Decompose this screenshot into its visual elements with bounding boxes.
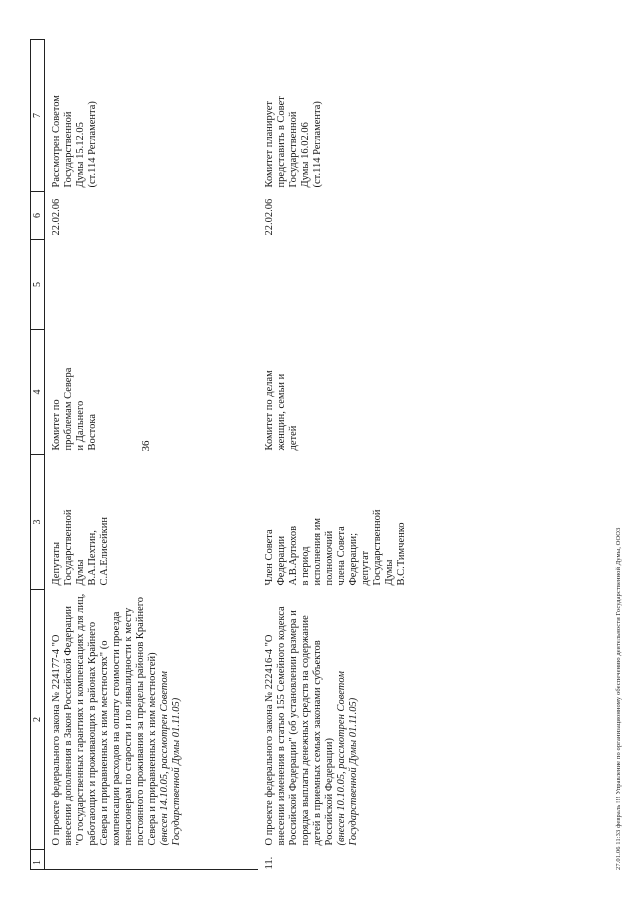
table-row <box>258 40 456 870</box>
author-line: члена Совета <box>336 526 347 586</box>
column-header-2: 2 <box>31 590 45 850</box>
committee-line: детей <box>288 425 299 451</box>
author-line: депутат <box>360 550 371 586</box>
bill-title: О проекте федерального закона № 224177-4 "О внесении дополнения в Закон Российской Федерации "О государственных гарантиях и компенсациях для лиц, работающих и проживающих в районах Крайнего Севера и приравненных к ним местностях" (о компенсации расходов на оплату стоимости проезда пенсионерам по старости и по инвалидности к месту постоянного проживания за пределы районов Крайнего Севера и приравненных к ним местностей) <box>51 593 158 846</box>
status-line: Государственной <box>63 111 74 188</box>
responsible-committee <box>258 330 456 455</box>
author-line: С.А.Елисейкин <box>99 516 110 586</box>
author-line: в период <box>300 546 311 586</box>
bills-table <box>30 39 456 870</box>
status-line: Думы 16.02.06 <box>300 122 311 188</box>
print-footer: 27.01.06 11:33 февраль !!! Управление по организационному обеспечению деятельности Государственной Думы, ООО3 <box>615 527 622 870</box>
committee-line: женщин, семьи и <box>276 373 287 451</box>
column-header-3: 3 <box>31 455 45 590</box>
author-line: Государственной <box>63 509 74 586</box>
author-line: Федерации; <box>348 532 359 586</box>
bill-note: (внесен 14.10.05, рассмотрен Советом Государственной Думы 01.11.05) <box>159 671 182 846</box>
bill-authors <box>45 455 259 590</box>
bill-title: О проекте федерального закона № 222416-4 "О внесении изменения в статью 155 Семейного кодекса Российской Федерации" (об установлении размера и порядка выплаты денежных средств на содержание детей в приемных семьях законами субъектов Российской Федерации) <box>264 606 335 846</box>
bill-authors <box>258 455 456 590</box>
author-line: Государственной <box>372 509 383 586</box>
date-cell: 22.02.06 <box>264 198 275 236</box>
committee-line: Востока <box>87 414 98 451</box>
column-header-4: 4 <box>31 330 45 455</box>
committee-line: проблемам Севера <box>63 367 74 451</box>
author-line: Думы <box>75 559 86 586</box>
column-header-7: 7 <box>31 40 45 192</box>
committee-line: и Дальнего <box>75 400 86 451</box>
committee-line: Комитет по <box>51 399 62 451</box>
column-5-cell <box>258 240 456 330</box>
status-line: Государственной <box>288 111 299 188</box>
column-header-6: 6 <box>31 192 45 240</box>
page-number: 36 <box>140 440 152 452</box>
bill-description <box>45 590 259 850</box>
column-5-cell <box>45 240 259 330</box>
author-line: А.В.Артюхов <box>288 525 299 586</box>
author-line: Думы <box>384 559 395 586</box>
header-row <box>31 40 45 870</box>
responsible-committee <box>45 330 259 455</box>
column-header-1: 1 <box>31 850 45 870</box>
committee-line: Комитет по делам <box>264 370 275 451</box>
author-line: полномочий <box>324 530 335 586</box>
author-line: В.А.Пехтин, <box>87 530 98 586</box>
bill-description <box>258 590 456 850</box>
date-cell: 22.02.06 <box>51 198 62 236</box>
row-number: 11. <box>264 856 275 870</box>
author-line: Федерации <box>276 535 287 586</box>
author-line: исполнения им <box>312 518 323 586</box>
status-line: Думы 15.12.05 <box>75 122 86 188</box>
row-number <box>45 850 259 870</box>
status-line: Комитет планирует <box>264 101 275 188</box>
status-line: представить в Совет <box>276 96 287 188</box>
author-line: Депутаты <box>51 541 62 586</box>
bill-note: (внесен 10.10.05, рассмотрен Советом Государственной Думы 01.11.05) <box>336 671 359 846</box>
status-cell <box>45 40 259 192</box>
author-line: В.С.Тимченко <box>396 522 407 586</box>
status-line: Рассмотрен Советом <box>51 95 62 188</box>
status-cell <box>258 40 456 192</box>
column-header-5: 5 <box>31 240 45 330</box>
author-line: Член Совета <box>264 529 275 586</box>
table-row <box>45 40 259 870</box>
status-line: (ст.114 Регламента) <box>87 101 98 188</box>
status-line: (ст.114 Регламента) <box>312 101 323 188</box>
